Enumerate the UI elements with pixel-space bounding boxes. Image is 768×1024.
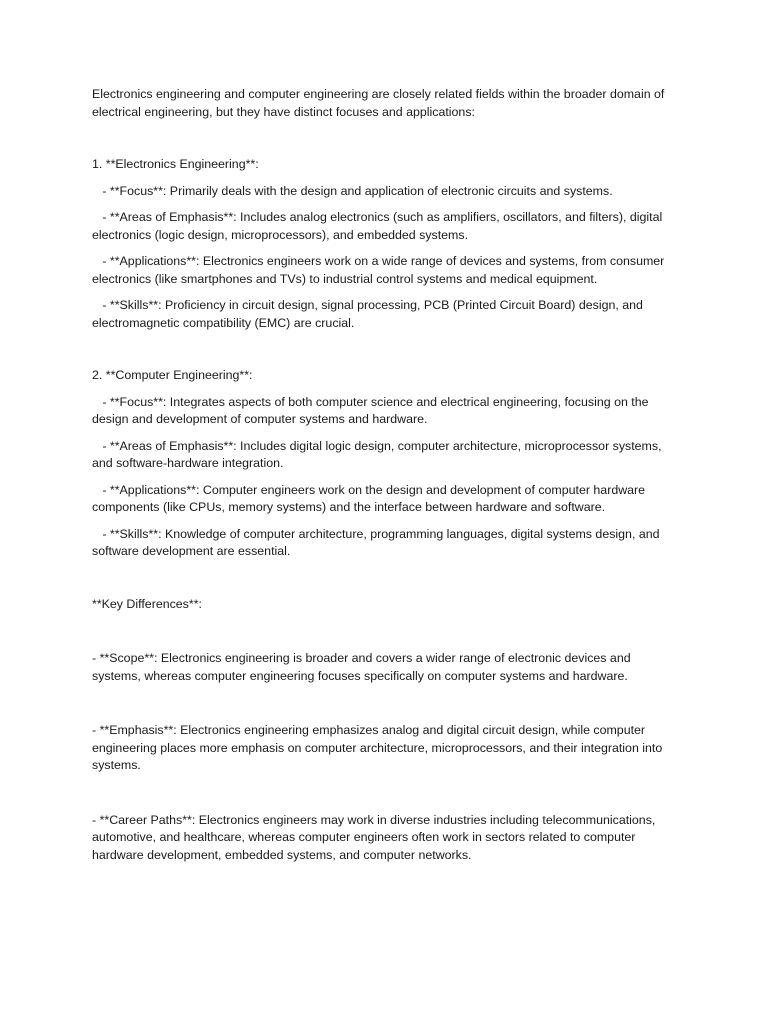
- spacer: [92, 775, 682, 812]
- electronics-focus: - **Focus**: Primarily deals with the design and application of electronic circuits and systems.: [92, 183, 613, 198]
- electronics-areas: - **Areas of Emphasis**: Includes analog electronics (such as amplifiers, oscillators, and filters), digital electronics (logic design, microprocessors), and embedded systems.: [92, 210, 666, 242]
- intro-paragraph: Electronics engineering and computer engineering are closely related fields within the broader domain of electrical engineering, but they have distinct focuses and applications:: [92, 87, 665, 119]
- section-heading-computer: 2. **Computer Engineering**:: [92, 368, 253, 382]
- section-heading-electronics: 1. **Electronics Engineering**:: [92, 157, 259, 171]
- key-differences-heading: **Key Differences**:: [92, 596, 202, 611]
- spacer: [92, 613, 682, 650]
- electronics-applications: - **Applications**: Electronics engineers work on a wide range of devices and systems, from consumer electronics (like smartphones and TVs) to industrial control systems and medical equipment.: [92, 254, 668, 286]
- document-body: [92, 86, 682, 864]
- electronics-skills: - **Skills**: Proficiency in circuit design, signal processing, PCB (Printed Circuit Board) design, and electromagnetic compatibility (EMC) are crucial.: [92, 298, 647, 330]
- spacer: [92, 685, 682, 722]
- difference-scope: - **Scope**: Electronics engineering is broader and covers a wider range of electronic devices and systems, whereas computer engineering focuses specifically on computer systems and hardware.: [92, 651, 631, 683]
- difference-career-paths: - **Career Paths**: Electronics engineers may work in diverse industries including telecommunications, automotive, and healthcare, whereas computer engineers often work in sectors related to computer hardware development, embedded systems, and computer networks.: [92, 812, 656, 862]
- computer-focus: - **Focus**: Integrates aspects of both computer science and electrical engineering, focusing on the design and development of computer systems and hardware.: [92, 394, 652, 426]
- spacer: [92, 561, 682, 596]
- computer-areas: - **Areas of Emphasis**: Includes digital logic design, computer architecture, microprocessor systems, and software-hardware integration.: [92, 438, 665, 470]
- spacer: [92, 332, 682, 367]
- difference-emphasis: - **Emphasis**: Electronics engineering emphasizes analog and digital circuit design, while computer engineering places more emphasis on computer architecture, microprocessors, and their integration into systems.: [92, 723, 663, 772]
- spacer: [92, 121, 682, 156]
- computer-applications: - **Applications**: Computer engineers work on the design and development of computer hardware components (like CPUs, memory systems) and the interface between hardware and software.: [92, 482, 649, 514]
- computer-skills: - **Skills**: Knowledge of computer architecture, programming languages, digital systems design, and software development are essential.: [92, 526, 663, 558]
